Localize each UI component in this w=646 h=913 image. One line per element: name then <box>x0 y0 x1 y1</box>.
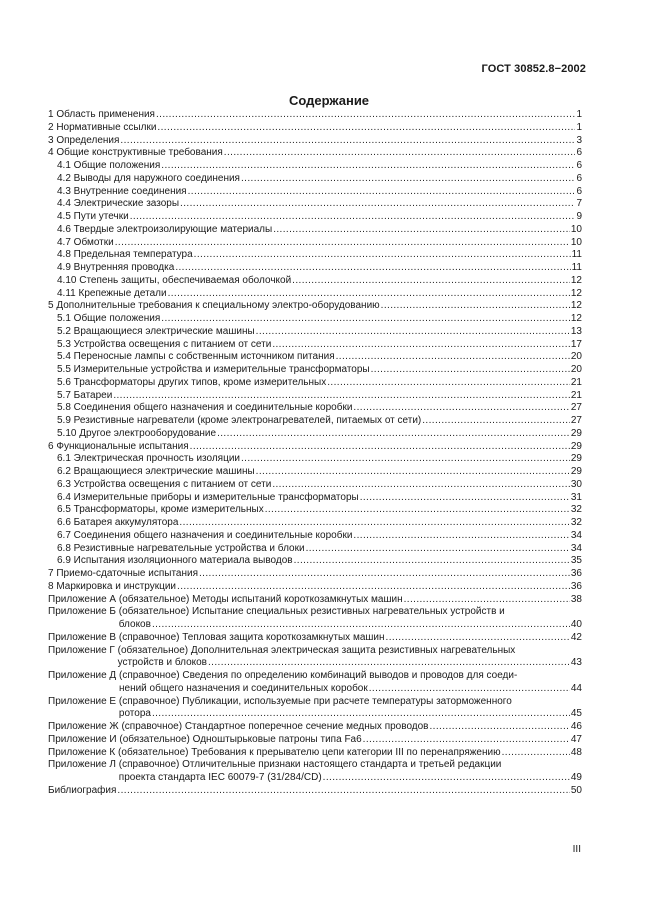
toc-entry-page: 35 <box>570 555 582 567</box>
toc-entry-leader <box>161 313 570 326</box>
toc-entry[interactable] <box>48 466 582 479</box>
toc-entry[interactable] <box>48 530 582 543</box>
toc-entry[interactable] <box>48 351 582 364</box>
toc-entry-page: 6 <box>576 160 582 171</box>
appendix-leader <box>502 747 570 760</box>
toc-entry-page: 29 <box>570 466 582 477</box>
appendix-body <box>119 594 582 607</box>
toc-entry-title: 5 Дополнительные требования к специальному электро-оборудованию <box>48 300 380 312</box>
appendix-title-text: (справочное) Стандартное поперечное сечение медных проводов <box>121 721 429 732</box>
toc-entry-page: 12 <box>570 300 582 312</box>
toc-entry-title: 5.3 Устройства освещения с питанием от сети <box>57 338 272 350</box>
toc-entry-page: 31 <box>570 491 582 503</box>
toc-entry-page: 11 <box>571 262 582 273</box>
toc-entry-page: 13 <box>570 325 582 337</box>
toc-entry-title: 6 Функциональные испытания <box>48 440 189 452</box>
appendix-body <box>118 645 582 671</box>
appendix-title-line: (справочное) Публикации, используемые при расчете температуры заторможенного <box>118 695 512 707</box>
toc-entry-title: 6.6 Батарея аккумулятора <box>57 517 179 528</box>
appendix-entry[interactable] <box>48 594 582 607</box>
appendix-key: Приложение Д <box>48 670 119 681</box>
toc-entry-title: 6.2 Вращающиеся электрические машины <box>57 466 255 477</box>
toc-entry-page: 32 <box>570 504 582 516</box>
toc-entry-leader <box>188 186 576 199</box>
appendix-key: Приложение В <box>48 631 119 643</box>
toc-entry-page: 20 <box>570 364 582 375</box>
appendix-title-last <box>119 772 582 785</box>
appendix-key: Приложение И <box>48 733 120 745</box>
toc-entry-title: 6.1 Электрическая прочность изоляции <box>57 453 240 465</box>
bibliography-entry[interactable] <box>48 785 582 798</box>
appendix-page: 46 <box>570 721 582 732</box>
toc-entry-title: 4.4 Электрические зазоры <box>57 198 180 210</box>
appendix-key: Приложение Г <box>48 644 118 656</box>
toc-entry-leader <box>130 211 576 224</box>
appendix-title-text: блоков <box>118 619 151 630</box>
toc-entry-title: 4.9 Внутренняя проводка <box>57 262 175 273</box>
appendix-page: 47 <box>570 733 582 745</box>
toc-entry-leader <box>113 390 570 403</box>
toc-entry-leader <box>179 517 569 530</box>
toc-entry-leader <box>157 122 575 135</box>
toc-entry-leader <box>256 326 570 339</box>
toc-entry-title: 6.4 Измерительные приборы и измерительные трансформаторы <box>57 491 359 503</box>
toc-entry-leader <box>371 364 570 377</box>
bibliography-entry-page: 50 <box>570 784 582 796</box>
appendix-leader <box>152 619 570 632</box>
appendix-entry[interactable] <box>48 670 582 696</box>
toc-entry-title: 6.3 Устройства освещения с питанием от сети <box>57 478 272 490</box>
toc-entry[interactable] <box>48 135 582 148</box>
toc-entry-title: 5.4 Переносные лампы с собственным источником питания <box>57 351 335 363</box>
appendix-title-last <box>119 632 582 645</box>
toc-entry-page: 21 <box>570 376 582 388</box>
toc-entry-page: 32 <box>570 517 582 528</box>
toc-entry[interactable] <box>48 237 582 250</box>
toc-entry-leader <box>120 135 575 148</box>
toc-entry-page: 29 <box>570 453 582 465</box>
appendix-leader <box>152 708 570 721</box>
toc-entry[interactable] <box>48 390 582 403</box>
appendix-leader <box>369 683 570 696</box>
toc-entry-page: 27 <box>570 415 582 426</box>
toc-entry[interactable] <box>48 479 582 492</box>
appendix-title-text: (обязательное) Требования к прерывателю цепи категории III по перенапряжению <box>118 746 501 758</box>
toc-entry-page: 27 <box>570 402 582 414</box>
appendix-page: 45 <box>570 708 582 720</box>
toc-entry[interactable] <box>48 198 582 211</box>
toc-entry-leader <box>306 543 570 556</box>
appendix-entry[interactable] <box>48 696 582 722</box>
toc-title: Содержание <box>288 93 370 108</box>
toc-entry-title: 6.8 Резистивные нагревательные устройства и блоки <box>57 542 305 554</box>
toc-entry-leader <box>273 224 570 237</box>
appendix-title-line: (обязательное) Испытание специальных резистивных нагревательных устройств и <box>118 606 505 618</box>
toc-entry-leader <box>381 300 570 313</box>
toc-entry-title: 4.5 Пути утечки <box>57 211 129 222</box>
appendix-leader <box>363 734 570 747</box>
toc-entry-page: 29 <box>570 440 582 452</box>
toc-entry-title: 5.9 Резистивные нагреватели (кроме электронагревателей, питаемых от сети) <box>57 415 422 426</box>
toc-entry-title: 2 Нормативные ссылки <box>48 121 157 133</box>
appendix-body <box>119 734 582 747</box>
toc-entry-title: 4.8 Предельная температура <box>57 249 193 261</box>
toc-entry-title: 6.9 Испытания изоляционного материала выводов <box>57 555 293 567</box>
toc-entry[interactable] <box>48 224 582 237</box>
toc-entry[interactable] <box>48 517 582 530</box>
appendix-body <box>119 606 582 632</box>
toc-entry[interactable] <box>48 415 582 428</box>
toc-entry-title: 4.7 Обмотки <box>57 236 114 248</box>
toc-entry-page: 29 <box>570 427 582 439</box>
toc-entry[interactable] <box>48 555 582 568</box>
appendix-title-text: (обязательное) Одноштырьковые патроны типа Fa6 <box>119 733 362 745</box>
appendix-title-last <box>119 683 582 696</box>
appendix-page: 42 <box>570 631 582 643</box>
toc-entry-leader <box>353 402 569 415</box>
table-of-contents <box>48 109 582 798</box>
toc-entry-page: 20 <box>570 351 582 363</box>
toc-entry-leader <box>272 339 570 352</box>
toc-entry-title: 5.10 Другое электрооборудование <box>57 427 217 439</box>
appendix-title-last <box>119 594 582 607</box>
toc-entry[interactable] <box>48 147 582 160</box>
toc-entry-page: 1 <box>576 109 582 120</box>
appendix-title-last <box>119 734 582 747</box>
appendix-page: 44 <box>570 682 582 694</box>
toc-entry[interactable] <box>48 453 582 466</box>
toc-entry-leader <box>353 530 569 543</box>
toc-entry-leader <box>177 581 570 594</box>
appendix-page: 48 <box>570 746 582 758</box>
toc-entry[interactable] <box>48 300 582 313</box>
appendix-entry[interactable] <box>48 734 582 747</box>
toc-entry-page: 36 <box>570 568 582 579</box>
toc-entry[interactable] <box>48 122 582 135</box>
toc-entry-page: 1 <box>576 121 582 133</box>
appendix-title-line: (обязательное) Дополнительная электрическая защита резистивных нагревательных <box>117 644 516 656</box>
toc-entry-title: 5.8 Соединения общего назначения и соединительные коробки <box>57 402 353 414</box>
toc-entry-title: 7 Приемо-сдаточные испытания <box>48 568 198 579</box>
appendix-leader <box>208 657 570 670</box>
toc-entry-page: 6 <box>576 172 582 184</box>
toc-entry-title: 1 Область применения <box>48 109 155 120</box>
toc-entry[interactable] <box>48 441 582 454</box>
toc-entry[interactable] <box>48 109 582 122</box>
toc-entry-leader <box>336 351 570 364</box>
toc-entry-page: 12 <box>570 274 582 286</box>
appendix-title-text: ротора <box>118 708 151 720</box>
appendix-title-text: нений общего назначения и соединительных коробок <box>118 682 368 694</box>
toc-entry[interactable] <box>48 173 582 186</box>
toc-entry-leader <box>241 173 575 186</box>
toc-entry[interactable] <box>48 186 582 199</box>
toc-entry[interactable] <box>48 313 582 326</box>
toc-entry-page: 34 <box>570 542 582 554</box>
appendix-entry[interactable] <box>48 645 582 671</box>
toc-entry-title: 8 Маркировка и инструкции <box>48 580 177 592</box>
toc-entry[interactable] <box>48 402 582 415</box>
toc-entry-leader <box>180 198 575 211</box>
toc-entry[interactable] <box>48 428 582 441</box>
toc-entry-title: 4.10 Степень защиты, обеспечиваемая оболочкой <box>57 274 292 286</box>
toc-entry-leader <box>256 466 570 479</box>
toc-entry[interactable] <box>48 377 582 390</box>
appendix-title-last <box>118 747 582 760</box>
toc-entry-title: 4.2 Выводы для наружного соединения <box>57 172 240 184</box>
toc-entry-title: 4 Общие конструктивные требования <box>48 147 223 159</box>
page-number: III <box>572 844 581 855</box>
toc-entry-page: 6 <box>576 185 582 197</box>
toc-entry-leader <box>194 249 571 262</box>
toc-entry-leader <box>161 160 575 173</box>
toc-entry-leader <box>168 288 570 301</box>
appendix-leader <box>430 721 570 734</box>
toc-entry-page: 3 <box>576 134 582 146</box>
toc-entry-page: 12 <box>570 287 582 299</box>
toc-entry[interactable] <box>48 339 582 352</box>
appendix-title-text: (справочное) Тепловая защита короткозамкнутых машин <box>118 631 385 643</box>
appendix-entry[interactable] <box>48 632 582 645</box>
appendix-title-line: (справочное) Отличительные признаки настоящего стандарта и третьей редакции <box>118 759 502 771</box>
appendix-title-last <box>119 708 582 721</box>
standard-code: ГОСТ 30852.8−2002 <box>481 63 586 75</box>
toc-entry[interactable] <box>48 581 582 594</box>
toc-entry[interactable] <box>48 249 582 262</box>
appendix-page: 38 <box>570 593 582 605</box>
toc-entry-leader <box>294 555 570 568</box>
toc-entry-page: 17 <box>570 338 582 350</box>
toc-entry-leader <box>199 568 570 581</box>
toc-entry-leader <box>115 237 570 250</box>
appendix-page: 40 <box>570 619 582 630</box>
toc-entry-title: 6.7 Соединения общего назначения и соединительные коробки <box>57 529 353 541</box>
appendix-title-last <box>118 657 582 670</box>
toc-entry-leader <box>360 492 570 505</box>
toc-entry-page: 10 <box>570 223 582 235</box>
toc-entry-leader <box>272 479 570 492</box>
toc-entry[interactable] <box>48 364 582 377</box>
toc-entry-title: 3 Определения <box>48 134 120 146</box>
toc-entry-leader <box>327 377 570 390</box>
toc-entry-page: 7 <box>576 198 582 210</box>
toc-entry[interactable] <box>48 543 582 556</box>
toc-entry-title: 4.6 Твердые электроизолирующие материалы <box>57 223 273 235</box>
toc-entry[interactable] <box>48 160 582 173</box>
appendix-title-text: (обязательное) Методы испытаний короткозамкнутых машин <box>118 593 403 605</box>
appendix-entry[interactable] <box>48 721 582 734</box>
appendix-body <box>119 632 582 645</box>
bibliography-entry-title: Библиография <box>48 784 117 796</box>
toc-entry-title: 5.2 Вращающиеся электрические машины <box>57 325 255 337</box>
toc-entry[interactable] <box>48 568 582 581</box>
toc-entry-title: 5.1 Общие положения <box>57 313 161 324</box>
appendix-key: Приложение А <box>48 593 119 605</box>
appendix-leader <box>386 632 570 645</box>
toc-entry-leader <box>217 428 570 441</box>
toc-entry-leader <box>422 415 570 428</box>
toc-entry-page: 11 <box>571 249 582 261</box>
toc-entry-leader <box>156 109 575 122</box>
toc-entry-title: 5.7 Батареи <box>57 389 113 401</box>
appendix-entry[interactable] <box>48 747 582 760</box>
toc-entry-title: 4.3 Внутренние соединения <box>57 185 187 197</box>
appendix-body <box>119 759 582 785</box>
toc-entry-page: 10 <box>570 236 582 248</box>
toc-entry[interactable] <box>48 275 582 288</box>
appendix-title-text: устройств и блоков <box>117 657 207 669</box>
toc-entry-title: 6.5 Трансформаторы, кроме измерительных <box>57 504 264 516</box>
toc-entry-page: 34 <box>570 529 582 541</box>
toc-entry-title: 5.6 Трансформаторы других типов, кроме измерительных <box>57 376 327 388</box>
appendix-body <box>119 696 582 722</box>
appendix-leader <box>323 772 570 785</box>
appendix-page: 43 <box>570 657 582 669</box>
toc-entry-title: 4.1 Общие положения <box>57 160 161 171</box>
appendix-title-last <box>119 619 582 632</box>
appendix-body <box>118 747 582 760</box>
toc-entry-page: 30 <box>570 478 582 490</box>
toc-entry[interactable] <box>48 326 582 339</box>
appendix-key: Приложение Б <box>48 606 119 618</box>
toc-entry-leader <box>224 147 576 160</box>
toc-entry-title: 5.5 Измерительные устройства и измерительные трансформаторы <box>57 364 370 375</box>
toc-entry[interactable] <box>48 492 582 505</box>
toc-entry-leader <box>292 275 570 288</box>
appendix-title-last <box>121 721 582 734</box>
toc-entry-leader <box>241 453 570 466</box>
toc-entry[interactable] <box>48 504 582 517</box>
appendix-key: Приложение Ж <box>48 721 122 732</box>
toc-entry-page: 36 <box>570 580 582 592</box>
appendix-leader <box>404 594 570 607</box>
toc-entry-page: 6 <box>576 147 582 159</box>
appendix-title-line: (справочное) Сведения по определению комбинаций выводов и проводов для соеди- <box>118 670 518 681</box>
toc-entry-leader <box>265 504 570 517</box>
appendix-title-text: проекта стандарта IEC 60079-7 (31/284/CD) <box>118 772 322 783</box>
toc-entry[interactable] <box>48 288 582 301</box>
bibliography-entry-leader <box>117 785 569 798</box>
toc-entry-leader <box>175 262 570 275</box>
appendix-key: Приложение Л <box>48 759 119 771</box>
toc-entry-page: 12 <box>570 313 582 324</box>
toc-entry-page: 9 <box>576 211 582 222</box>
toc-entry-leader <box>190 441 570 454</box>
appendix-body <box>121 721 582 734</box>
appendix-entry[interactable] <box>48 606 582 632</box>
toc-entry-page: 21 <box>570 389 582 401</box>
appendix-key: Приложение К <box>48 746 119 758</box>
appendix-key: Приложение Е <box>48 695 119 707</box>
toc-entry-title: 4.11 Крепежные детали <box>57 287 167 299</box>
appendix-body <box>119 670 582 696</box>
toc-entry[interactable] <box>48 262 582 275</box>
toc-entry[interactable] <box>48 211 582 224</box>
appendix-page: 49 <box>570 772 582 783</box>
appendix-entry[interactable] <box>48 759 582 785</box>
